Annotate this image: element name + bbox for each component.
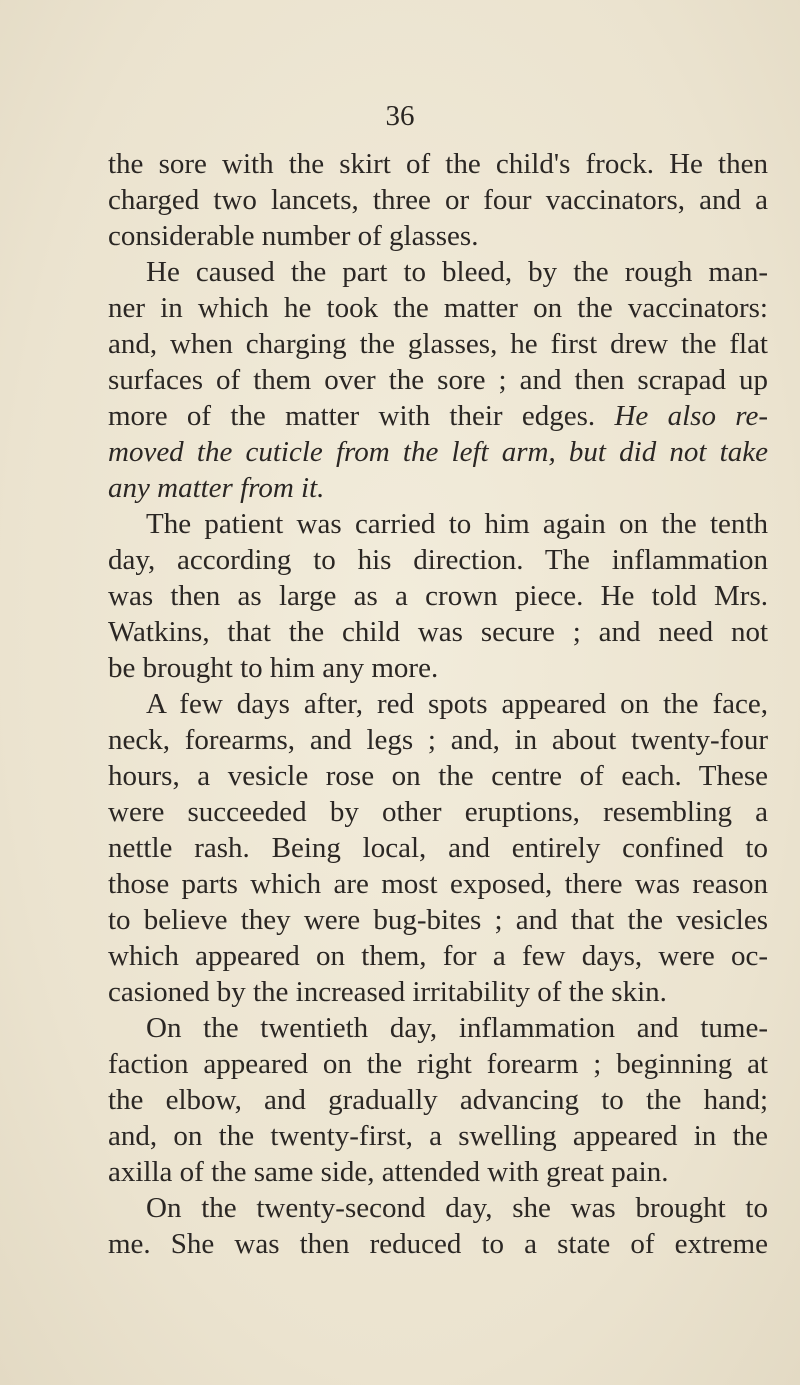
text-line: neck, forearms, and legs ; and, in about twenty-four <box>108 724 768 756</box>
text-line: and, when charging the glasses, he first drew the flat <box>108 328 768 360</box>
text-line: be brought to him any more. <box>108 652 439 684</box>
text-line: A few days after, red spots appeared on the face, <box>146 688 768 720</box>
text-line: those parts which are most exposed, there was reason <box>108 868 768 900</box>
text-line: surfaces of them over the sore ; and then scrapad up <box>108 364 768 396</box>
text-line: The patient was carried to him again on the tenth <box>146 508 768 540</box>
text-line: faction appeared on the right forearm ; beginning at <box>108 1048 768 1080</box>
italic-line: moved the cuticle from the left arm, but did not take <box>108 436 768 468</box>
italic-segment: He also re- <box>614 400 768 432</box>
text-line: casioned by the increased irritability of the skin. <box>108 976 667 1008</box>
text-line <box>108 398 768 434</box>
text-line: nettle rash. Being local, and entirely confined to <box>108 832 768 864</box>
text-line: which appeared on them, for a few days, were oc- <box>108 940 768 972</box>
text-line: He caused the part to bleed, by the rough man- <box>146 256 768 288</box>
text-line: were succeeded by other eruptions, resembling a <box>108 796 768 828</box>
text-line: axilla of the same side, attended with great pain. <box>108 1156 669 1188</box>
text-line: the elbow, and gradually advancing to the hand; <box>108 1084 768 1116</box>
text-line: ner in which he took the matter on the vaccinators: <box>108 292 768 324</box>
text-line: charged two lancets, three or four vaccinators, and a <box>108 184 768 216</box>
body-text <box>108 146 768 1262</box>
text-line: was then as large as a crown piece. He told Mrs. <box>108 580 768 612</box>
text-line: On the twentieth day, inflammation and tume- <box>146 1012 768 1044</box>
text-line: considerable number of glasses. <box>108 220 479 252</box>
text-line: On the twenty-second day, she was brought to <box>146 1192 768 1224</box>
text-line: to believe they were bug-bites ; and that the vesicles <box>108 904 768 936</box>
text-line: Watkins, that the child was secure ; and need not <box>108 616 768 648</box>
text-line: hours, a vesicle rose on the centre of each. These <box>108 760 768 792</box>
text-line: me. She was then reduced to a state of extreme <box>108 1228 768 1260</box>
text-line: day, according to his direction. The inflammation <box>108 544 768 576</box>
text-line: and, on the twenty-first, a swelling appeared in the <box>108 1120 768 1152</box>
page-number: 36 <box>385 100 415 132</box>
italic-line: any matter from it. <box>108 472 325 504</box>
text-line: the sore with the skirt of the child's frock. He then <box>108 148 768 180</box>
text-segment: more of the matter with their edges. <box>108 400 596 432</box>
